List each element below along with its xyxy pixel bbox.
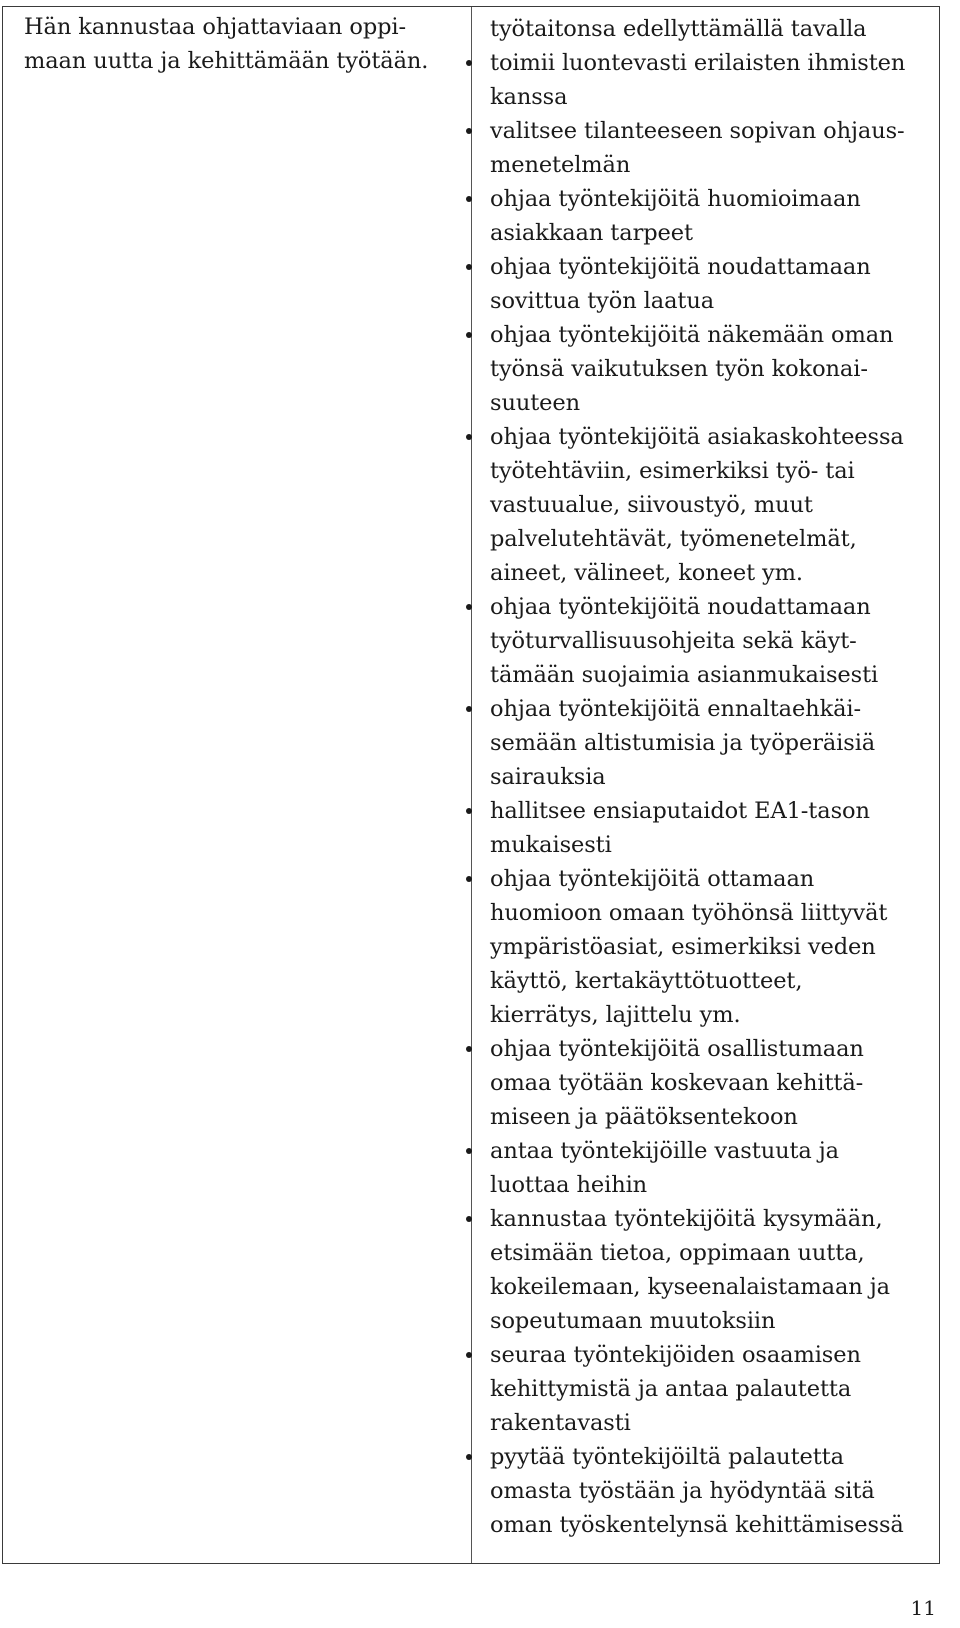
bullet-item-continuation — [490, 12, 930, 46]
bullet-icon — [466, 264, 472, 270]
line-text: mukaisesti — [490, 832, 612, 858]
line-text: kokeilemaan, kyseenalaistamaan ja — [490, 1274, 890, 1300]
bullet-item-continuation — [490, 998, 930, 1032]
bullet-icon — [466, 808, 472, 814]
bullet-icon — [466, 1454, 472, 1460]
bullet-item-continuation — [490, 828, 930, 862]
line-text: kanssa — [490, 84, 568, 110]
line-text: omaa työtään koskevaan kehittä- — [490, 1070, 864, 1096]
page-number: 11 — [910, 1596, 936, 1620]
bullet-item-continuation — [490, 1372, 930, 1406]
line-text: kehittymistä ja antaa palautetta — [490, 1376, 852, 1402]
bullet-icon — [466, 1046, 472, 1052]
line-text: etsimään tietoa, oppimaan uutta, — [490, 1240, 865, 1266]
bullet-item-continuation — [490, 216, 930, 250]
bullet-item-continuation — [490, 454, 930, 488]
line-text: toimii luontevasti erilaisten ihmisten — [490, 50, 906, 76]
bullet-item-continuation — [490, 522, 930, 556]
line-text: miseen ja päätöksentekoon — [490, 1104, 798, 1130]
bullet-item-continuation — [490, 352, 930, 386]
bullet-icon — [466, 434, 472, 440]
line-text: palvelutehtävät, työmenetelmät, — [490, 526, 857, 552]
line-text: asiakkaan tarpeet — [490, 220, 693, 246]
line-text: ohjaa työntekijöitä noudattamaan — [490, 254, 871, 280]
line-text: vastuualue, siivoustyö, muut — [490, 492, 813, 518]
line-text: seuraa työntekijöiden osaamisen — [490, 1342, 861, 1368]
line-text: rakentavasti — [490, 1410, 631, 1436]
line-text: ohjaa työntekijöitä näkemään oman — [490, 322, 894, 348]
bullet-icon — [466, 332, 472, 338]
bullet-item-continuation — [490, 1406, 930, 1440]
line-text: suuteen — [490, 390, 580, 416]
bullet-item-continuation — [490, 386, 930, 420]
left-column-text — [24, 10, 444, 78]
line-text: aineet, välineet, koneet ym. — [490, 560, 803, 586]
bullet-item-start — [490, 318, 930, 352]
bullet-item-continuation — [490, 1304, 930, 1338]
bullet-item-continuation — [490, 148, 930, 182]
bullet-item-continuation — [490, 1066, 930, 1100]
bullet-icon — [466, 604, 472, 610]
bullet-item-start — [490, 590, 930, 624]
bullet-item-continuation — [490, 284, 930, 318]
line-text: kannustaa työntekijöitä kysymään, — [490, 1206, 883, 1232]
line-text: huomioon omaan työhönsä liittyvät — [490, 900, 888, 926]
line-text: ohjaa työntekijöitä noudattamaan — [490, 594, 871, 620]
bullet-icon — [466, 1148, 472, 1154]
bullet-item-continuation — [490, 760, 930, 794]
bullet-item-start — [490, 1134, 930, 1168]
line-text: tämään suojaimia asianmukaisesti — [490, 662, 879, 688]
line-text: ohjaa työntekijöitä ottamaan — [490, 866, 815, 892]
line-text: työnsä vaikutuksen työn kokonai- — [490, 356, 868, 382]
bullet-item-continuation — [490, 1270, 930, 1304]
bullet-item-start — [490, 692, 930, 726]
bullet-icon — [466, 196, 472, 202]
line-text: ohjaa työntekijöitä huomioimaan — [490, 186, 861, 212]
bullet-item-start — [490, 1440, 930, 1474]
bullet-item-start — [490, 794, 930, 828]
bullet-icon — [466, 60, 472, 66]
bullet-item-continuation — [490, 726, 930, 760]
line-text: ohjaa työntekijöitä ennaltaehkäi- — [490, 696, 862, 722]
bullet-item-start — [490, 182, 930, 216]
bullet-icon — [466, 1216, 472, 1222]
bullet-item-start — [490, 862, 930, 896]
bullet-item-continuation — [490, 1100, 930, 1134]
bullet-list — [490, 12, 930, 1542]
bullet-item-continuation — [490, 556, 930, 590]
bullet-item-continuation — [490, 896, 930, 930]
line-text: sovittua työn laatua — [490, 288, 715, 314]
line-text: luottaa heihin — [490, 1172, 648, 1198]
bullet-item-start — [490, 114, 930, 148]
bullet-item-continuation — [490, 80, 930, 114]
bullet-icon — [466, 876, 472, 882]
line-text: pyytää työntekijöiltä palautetta — [490, 1444, 844, 1470]
bullet-icon — [466, 706, 472, 712]
line-text: ohjaa työntekijöitä asiakaskohteessa — [490, 424, 904, 450]
bullet-item-start — [490, 1338, 930, 1372]
line-text: oman työskentelynsä kehittämisessä — [490, 1512, 904, 1538]
bullet-item-continuation — [490, 658, 930, 692]
line-text: antaa työntekijöille vastuuta ja — [490, 1138, 839, 1164]
bullet-item-continuation — [490, 1168, 930, 1202]
left-text-line: Hän kannustaa ohjattaviaan oppi- — [24, 14, 407, 40]
bullet-item-continuation — [490, 964, 930, 998]
line-text: sopeutumaan muutoksiin — [490, 1308, 776, 1334]
line-text: omasta työstään ja hyödyntää sitä — [490, 1478, 875, 1504]
bullet-item-start — [490, 1202, 930, 1236]
bullet-icon — [466, 1352, 472, 1358]
left-text-line: maan uutta ja kehittämään työtään. — [24, 48, 429, 74]
bullet-item-start — [490, 1032, 930, 1066]
bullet-item-continuation — [490, 1236, 930, 1270]
line-text: työtehtäviin, esimerkiksi työ- tai — [490, 458, 855, 484]
column-divider — [471, 7, 472, 1563]
bullet-item-start — [490, 250, 930, 284]
line-text: työturvallisuusohjeita sekä käyt- — [490, 628, 857, 654]
bullet-item-continuation — [490, 930, 930, 964]
line-text: käyttö, kertakäyttötuotteet, — [490, 968, 803, 994]
bullet-item-continuation — [490, 624, 930, 658]
bullet-item-start — [490, 420, 930, 454]
line-text: valitsee tilanteeseen sopivan ohjaus- — [490, 118, 905, 144]
line-text: työtaitonsa edellyttämällä tavalla — [490, 16, 867, 42]
line-text: semään altistumisia ja työperäisiä — [490, 730, 876, 756]
bullet-item-continuation — [490, 488, 930, 522]
bullet-icon — [466, 128, 472, 134]
bullet-item-continuation — [490, 1508, 930, 1542]
bullet-item-start — [490, 46, 930, 80]
line-text: ympäristöasiat, esimerkiksi veden — [490, 934, 876, 960]
line-text: ohjaa työntekijöitä osallistumaan — [490, 1036, 864, 1062]
line-text: sairauksia — [490, 764, 606, 790]
line-text: menetelmän — [490, 152, 631, 178]
line-text: hallitsee ensiaputaidot EA1-tason — [490, 798, 870, 824]
bullet-item-continuation — [490, 1474, 930, 1508]
line-text: kierrätys, lajittelu ym. — [490, 1002, 741, 1028]
